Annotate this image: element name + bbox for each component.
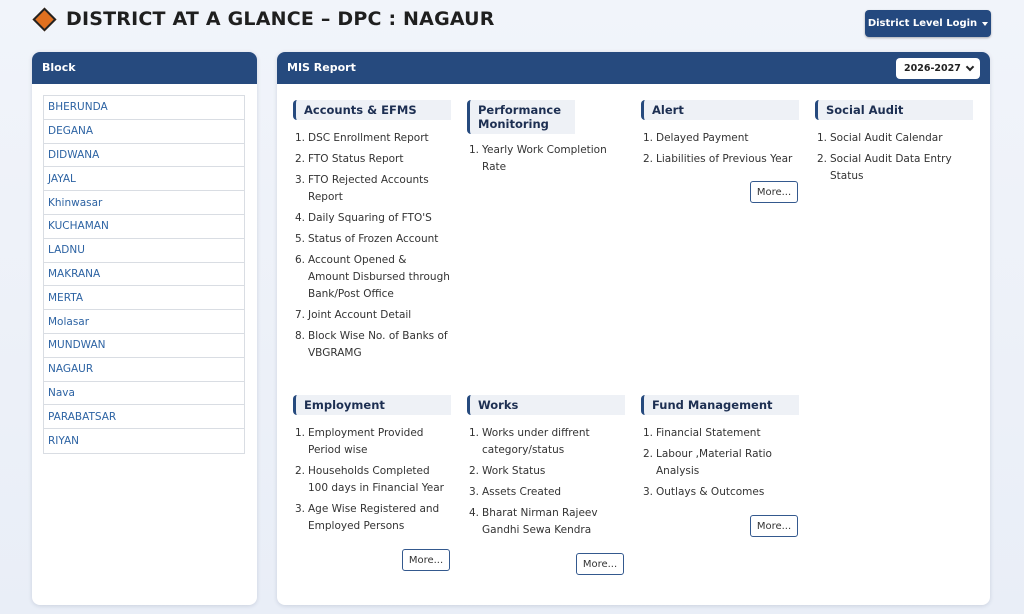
works-list [467,425,625,539]
mis-panel-title: MIS Report [277,52,990,84]
report-link-banks-vbgramg[interactable]: 8. Block Wise No. of Banks of VBGRAMG [295,330,448,359]
section-title-fund: Fund Management [641,395,799,415]
block-item-merta[interactable]: MERTA [44,286,244,310]
performance-list [467,142,623,176]
employment-list [293,425,451,535]
report-link-households-100-days[interactable]: 2. Households Completed 100 days in Financial Year [295,465,444,494]
report-link-social-audit-calendar[interactable]: 1. Social Audit Calendar [817,132,943,144]
report-link-yearly-work-completion[interactable]: 1. Yearly Work Completion Rate [469,144,607,173]
report-link-labour-material-ratio[interactable]: 2. Labour ,Material Ratio Analysis [643,448,772,477]
accounts-list [293,130,451,362]
report-link-assets-created[interactable]: 3. Assets Created [469,486,562,498]
section-title-social-audit: Social Audit [815,100,973,120]
section-alert [641,100,799,172]
fund-list [641,425,799,501]
report-link-fto-rejected[interactable]: 3. FTO Rejected Accounts Report [295,174,429,203]
report-link-age-wise-registered[interactable]: 3. Age Wise Registered and Employed Persons [295,503,440,532]
year-select-value: 2026-2027 [904,63,961,74]
block-item-molasar[interactable]: Molasar [44,310,244,334]
top-bar [0,0,1024,48]
section-performance-monitoring [467,100,623,180]
block-item-degana[interactable]: DEGANA [44,120,244,144]
chevron-down-icon [966,63,974,71]
section-fund-management [641,395,799,505]
block-item-nagaur[interactable]: NAGAUR [44,358,244,382]
block-panel [32,52,257,605]
section-title-accounts: Accounts & EFMS [293,100,451,120]
report-link-account-opened[interactable]: 6. Account Opened & Amount Disbursed through Bank/Post Office [295,254,450,300]
login-button-label: District Level Login [867,18,978,29]
block-item-nava[interactable]: Nava [44,382,244,406]
section-title-works: Works [467,395,625,415]
diamond-logo-icon [32,7,56,31]
report-link-dsc-enrollment[interactable]: 1. DSC Enrollment Report [295,132,429,144]
report-link-delayed-payment[interactable]: 1. Delayed Payment [643,132,749,144]
report-link-joint-account[interactable]: 7. Joint Account Detail [295,309,412,321]
social-audit-list [815,130,973,185]
report-link-financial-statement[interactable]: 1. Financial Statement [643,427,761,439]
block-list [43,95,245,454]
section-title-alert: Alert [641,100,799,120]
block-panel-title: Block [32,52,257,84]
section-employment [293,395,451,539]
report-link-social-audit-data-entry[interactable]: 2. Social Audit Data Entry Status [817,153,952,182]
report-link-fto-status[interactable]: 2. FTO Status Report [295,153,404,165]
report-link-liabilities[interactable]: 2. Liabilities of Previous Year [643,153,793,165]
report-link-bharat-nirman[interactable]: 4. Bharat Nirman Rajeev Gandhi Sewa Kendra [469,507,598,536]
report-link-daily-squaring[interactable]: 4. Daily Squaring of FTO'S [295,212,432,224]
block-item-makrana[interactable]: MAKRANA [44,263,244,287]
section-accounts-efms [293,100,451,366]
block-item-kuchaman[interactable]: KUCHAMAN [44,215,244,239]
fund-more-button[interactable]: More... [750,515,798,537]
report-link-work-status[interactable]: 2. Work Status [469,465,546,477]
employment-more-button[interactable]: More... [402,549,450,571]
section-title-performance: Performance Monitoring [467,100,575,134]
page-title: DISTRICT AT A GLANCE – DPC : NAGAUR [66,8,495,30]
works-more-button[interactable]: More... [576,553,624,575]
block-item-mundwan[interactable]: MUNDWAN [44,334,244,358]
section-works [467,395,625,543]
caret-down-icon [982,22,988,26]
mis-report-panel [277,52,990,605]
block-item-parabatsar[interactable]: PARABATSAR [44,405,244,429]
block-item-ladnu[interactable]: LADNU [44,239,244,263]
block-item-bherunda[interactable]: BHERUNDA [44,96,244,120]
report-link-works-category[interactable]: 1. Works under diffrent category/status [469,427,590,456]
district-login-button[interactable] [865,10,991,37]
section-title-employment: Employment [293,395,451,415]
block-item-jayal[interactable]: JAYAL [44,167,244,191]
report-link-outlays-outcomes[interactable]: 3. Outlays & Outcomes [643,486,765,498]
report-link-frozen-account[interactable]: 5. Status of Frozen Account [295,233,439,245]
alert-more-button[interactable]: More... [750,181,798,203]
report-link-employment-provided[interactable]: 1. Employment Provided Period wise [295,427,424,456]
section-social-audit [815,100,973,189]
year-select[interactable] [896,58,980,79]
alert-list [641,130,799,168]
block-item-khinwasar[interactable]: Khinwasar [44,191,244,215]
block-item-riyan[interactable]: RIYAN [48,435,80,448]
block-item-didwana[interactable]: DIDWANA [44,144,244,168]
